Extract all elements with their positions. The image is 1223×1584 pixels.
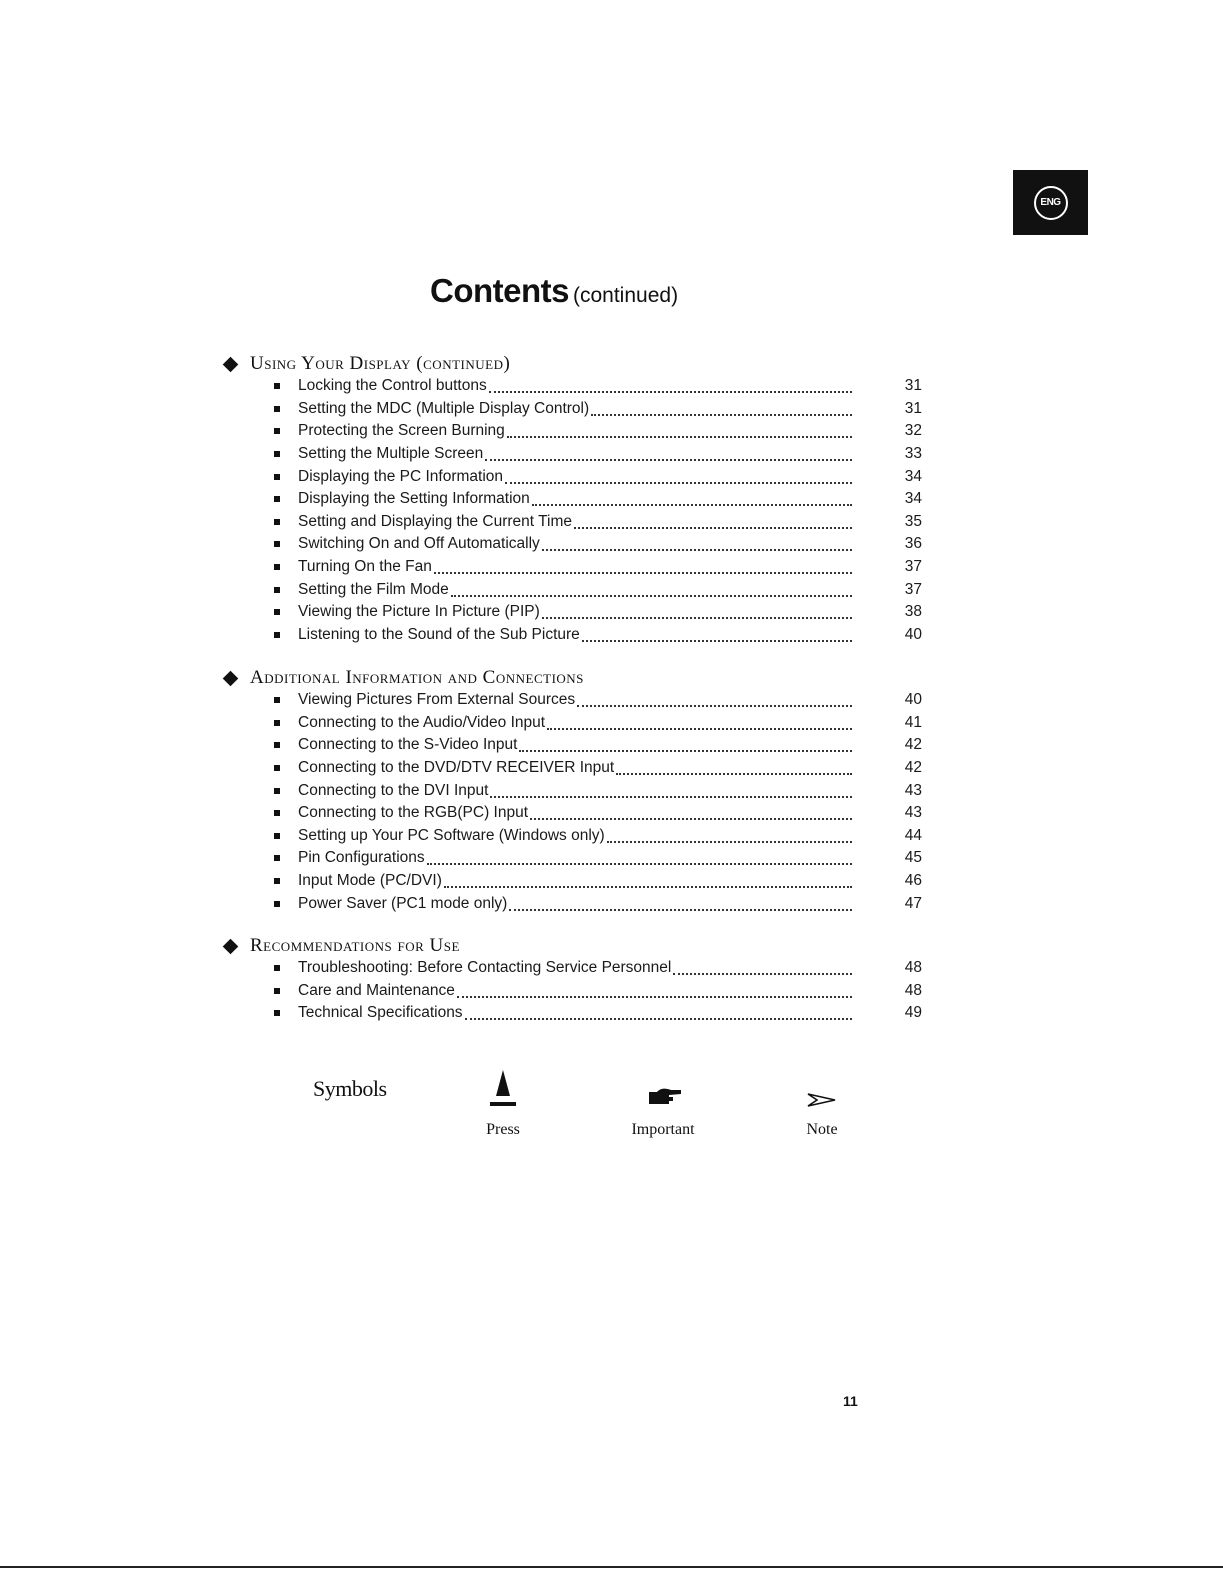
toc-entry-page: 42 xyxy=(904,736,922,754)
symbol-important xyxy=(613,1070,713,1139)
toc-entry[interactable] xyxy=(222,375,922,398)
dot-leader xyxy=(444,886,852,888)
toc-entry[interactable] xyxy=(222,420,922,443)
toc-entry[interactable] xyxy=(222,398,922,421)
toc-entry-page: 36 xyxy=(904,535,922,553)
toc-entry[interactable] xyxy=(222,556,922,579)
toc-entry-label: Setting the Multiple Screen xyxy=(298,445,484,463)
toc-entry-label: Connecting to the Audio/Video Input xyxy=(298,713,546,731)
section-heading-text: Recommendations for Use xyxy=(250,935,460,956)
toc-entry[interactable] xyxy=(222,957,922,980)
toc-entry-label: Connecting to the DVD/DTV RECEIVER Input xyxy=(298,759,615,777)
symbols-title: Symbols xyxy=(313,1076,387,1101)
toc-entry-page: 35 xyxy=(904,512,922,530)
toc-section xyxy=(222,934,922,1025)
toc-entry[interactable] xyxy=(222,870,922,893)
symbol-note xyxy=(791,1070,853,1139)
toc-entry-page: 34 xyxy=(904,490,922,508)
diamond-bullet-icon xyxy=(223,938,239,954)
toc-entry[interactable] xyxy=(222,465,922,488)
symbol-caption: Press xyxy=(486,1121,520,1138)
toc-entry-page: 31 xyxy=(904,377,922,395)
title-main: Contents xyxy=(430,272,569,309)
toc-entry[interactable] xyxy=(222,825,922,848)
toc-section xyxy=(222,352,922,646)
toc-entry[interactable] xyxy=(222,511,922,534)
square-bullet-icon xyxy=(274,474,280,480)
toc-entry-page: 43 xyxy=(904,804,922,822)
section-heading xyxy=(222,934,922,958)
toc-entry[interactable] xyxy=(222,533,922,556)
toc-entry-page: 32 xyxy=(904,422,922,440)
square-bullet-icon xyxy=(274,609,280,615)
toc-entry-page: 43 xyxy=(904,781,922,799)
toc-entry[interactable] xyxy=(222,601,922,624)
toc-entry-page: 49 xyxy=(904,1004,922,1022)
toc-entry[interactable] xyxy=(222,624,922,647)
toc-entry[interactable] xyxy=(222,443,922,466)
square-bullet-icon xyxy=(274,1010,280,1016)
square-bullet-icon xyxy=(274,541,280,547)
toc-entry-label: Displaying the PC Information xyxy=(298,467,504,485)
toc-entry-page: 40 xyxy=(904,691,922,709)
square-bullet-icon xyxy=(274,878,280,884)
toc-entry-page: 45 xyxy=(904,849,922,867)
toc-entry-page: 41 xyxy=(904,713,922,731)
dot-leader xyxy=(577,705,852,707)
symbol-caption: Note xyxy=(806,1121,838,1138)
toc-entry-label: Viewing the Picture In Picture (PIP) xyxy=(298,603,540,621)
dot-leader xyxy=(507,436,852,438)
dot-leader xyxy=(607,841,852,843)
toc-entry-page: 40 xyxy=(904,625,922,643)
toc-entry-label: Listening to the Sound of the Sub Picture xyxy=(298,625,580,643)
square-bullet-icon xyxy=(274,720,280,726)
square-bullet-icon xyxy=(274,697,280,703)
toc-entry[interactable] xyxy=(222,779,922,802)
dot-leader xyxy=(485,459,852,461)
toc-entry-page: 37 xyxy=(904,580,922,598)
square-bullet-icon xyxy=(274,901,280,907)
section-heading xyxy=(222,352,922,376)
square-bullet-icon xyxy=(274,587,280,593)
toc-entry[interactable] xyxy=(222,1002,922,1025)
toc-entry-label: Setting up Your PC Software (Windows only) xyxy=(298,826,605,844)
square-bullet-icon xyxy=(274,428,280,434)
square-bullet-icon xyxy=(274,855,280,861)
toc-entry[interactable] xyxy=(222,802,922,825)
toc-entry-label: Setting the Film Mode xyxy=(298,580,449,598)
toc-section xyxy=(222,666,922,915)
dot-leader xyxy=(532,504,852,506)
square-bullet-icon xyxy=(274,496,280,502)
square-bullet-icon xyxy=(274,765,280,771)
toc-entry-label: Power Saver (PC1 mode only) xyxy=(298,894,508,912)
toc-entry-label: Viewing Pictures From External Sources xyxy=(298,691,576,709)
bottom-rule xyxy=(0,1566,1223,1568)
toc-entry-label: Turning On the Fan xyxy=(298,558,432,576)
square-bullet-icon xyxy=(274,965,280,971)
dot-leader xyxy=(542,617,852,619)
toc-entry-label: Troubleshooting: Before Contacting Service Personnel xyxy=(298,959,672,977)
title-sub: (continued) xyxy=(573,284,679,307)
language-badge xyxy=(1013,170,1088,235)
toc-entry-label: Technical Specifications xyxy=(298,1004,463,1022)
dot-leader xyxy=(457,996,852,998)
symbol-press xyxy=(473,1070,533,1139)
symbols-legend xyxy=(313,1070,873,1150)
dot-leader xyxy=(530,818,852,820)
toc-entry-label: Locking the Control buttons xyxy=(298,377,487,395)
square-bullet-icon xyxy=(274,810,280,816)
square-bullet-icon xyxy=(274,406,280,412)
toc-entry-label: Connecting to the DVI Input xyxy=(298,781,489,799)
toc-entry-label: Protecting the Screen Burning xyxy=(298,422,505,440)
toc-entry[interactable] xyxy=(222,757,922,780)
dot-leader xyxy=(547,728,852,730)
square-bullet-icon xyxy=(274,519,280,525)
toc-entry-page: 38 xyxy=(904,603,922,621)
dot-leader xyxy=(509,909,852,911)
eng-label: ENG xyxy=(1034,186,1068,220)
dot-leader xyxy=(542,549,852,551)
symbol-caption: Important xyxy=(631,1121,695,1138)
toc-entry[interactable] xyxy=(222,980,922,1003)
dot-leader xyxy=(489,391,852,393)
toc-entry-label: Displaying the Setting Information xyxy=(298,490,530,508)
section-heading xyxy=(222,666,922,690)
toc-entry-label: Connecting to the S-Video Input xyxy=(298,736,518,754)
toc-entry-page: 47 xyxy=(904,894,922,912)
dot-leader xyxy=(574,527,852,529)
square-bullet-icon xyxy=(274,988,280,994)
dot-leader xyxy=(434,572,852,574)
toc-entry-page: 48 xyxy=(904,959,922,977)
page-title xyxy=(430,272,678,310)
square-bullet-icon xyxy=(274,788,280,794)
toc-entry-label: Input Mode (PC/DVI) xyxy=(298,872,442,890)
square-bullet-icon xyxy=(274,383,280,389)
dot-leader xyxy=(451,595,852,597)
toc-entry-page: 33 xyxy=(904,445,922,463)
toc-entry[interactable] xyxy=(222,578,922,601)
toc-entry-label: Care and Maintenance xyxy=(298,981,455,999)
toc-entry[interactable] xyxy=(222,892,922,915)
diamond-bullet-icon xyxy=(223,356,239,372)
toc-entry-label: Pin Configurations xyxy=(298,849,425,867)
toc-entry-page: 46 xyxy=(904,872,922,890)
dot-leader xyxy=(505,482,852,484)
dot-leader xyxy=(490,796,852,798)
toc-entry-page: 42 xyxy=(904,759,922,777)
toc-entry[interactable] xyxy=(222,847,922,870)
toc-entry-label: Connecting to the RGB(PC) Input xyxy=(298,804,529,822)
note-arrow-icon xyxy=(805,1070,839,1110)
dot-leader xyxy=(519,750,852,752)
pointing-hand-icon xyxy=(643,1070,683,1110)
dot-leader xyxy=(616,773,852,775)
diamond-bullet-icon xyxy=(223,670,239,686)
toc-entry-label: Switching On and Off Automatically xyxy=(298,535,540,553)
toc-entry-page: 37 xyxy=(904,558,922,576)
dot-leader xyxy=(427,863,852,865)
toc-entry[interactable] xyxy=(222,734,922,757)
toc-entry-label: Setting and Displaying the Current Time xyxy=(298,512,572,530)
square-bullet-icon xyxy=(274,742,280,748)
page-number: 11 xyxy=(843,1393,858,1409)
dot-leader xyxy=(582,640,852,642)
toc-entry[interactable] xyxy=(222,712,922,735)
square-bullet-icon xyxy=(274,564,280,570)
dot-leader xyxy=(465,1018,852,1020)
toc-entry-page: 34 xyxy=(904,467,922,485)
toc-entry[interactable] xyxy=(222,488,922,511)
section-heading-text: Using Your Display (continued) xyxy=(250,353,511,374)
dot-leader xyxy=(591,414,852,416)
dot-leader xyxy=(673,973,852,975)
press-icon xyxy=(488,1070,518,1110)
square-bullet-icon xyxy=(274,833,280,839)
toc-entry-label: Setting the MDC (Multiple Display Control) xyxy=(298,399,590,417)
square-bullet-icon xyxy=(274,451,280,457)
square-bullet-icon xyxy=(274,632,280,638)
toc-entry-page: 31 xyxy=(904,399,922,417)
toc-entry[interactable] xyxy=(222,689,922,712)
toc-entry-page: 48 xyxy=(904,981,922,999)
section-heading-text: Additional Information and Connections xyxy=(250,667,584,688)
toc-entry-page: 44 xyxy=(904,826,922,844)
